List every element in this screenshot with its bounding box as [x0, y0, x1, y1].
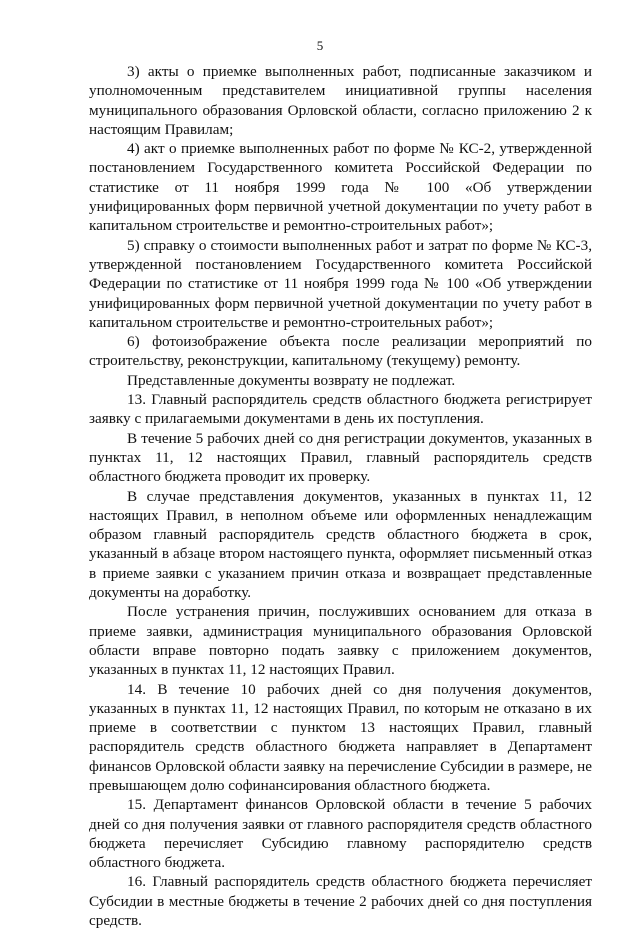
paragraph-resubmission: После устранения причин, послуживших основанием для отказа в приеме заявки, администрация муниципального образования Орловской области вправе повторно подать заявку с приложением документов, указанных в пунктах 11, 12 настоящих Правил. [89, 603, 592, 679]
page-number: 5 [316, 38, 324, 53]
paragraph-item-5-ks3: 5) справку о стоимости выполненных работ и затрат по форме № КС-3, утвержденной постановлением Государственного комитета Российской Федерации по статистике от 11 ноября 1999 года № 100 «Об утверждении унифицированных форм первичной учетной документации по учету работ в капитальном строительстве и ремонтно-строительных работ»; [89, 236, 592, 331]
document-body [89, 62, 592, 930]
paragraph-item-6-photo: 6) фотоизображение объекта после реализации мероприятий по строительству, реконструкции, капитальному (текущему) ремонту. [89, 333, 592, 370]
paragraph-clause-14: 14. В течение 10 рабочих дней со дня получения документов, указанных в пунктах 11, 12 настоящих Правил, по которым не отказано в их приеме в соответствии с пунктом 13 настоящих Правил, главный распорядитель средств областного бюджета направляет в Департамент финансов Орловской области заявку на перечисление Субсидии в размере, не превышающем долю софинансирования областного бюджета. [89, 680, 592, 794]
paragraph-clause-13: 13. Главный распорядитель средств областного бюджета регистрирует заявку с прилагаемыми документами в день их поступления. [89, 391, 592, 428]
paragraph-clause-15: 15. Департамент финансов Орловской области в течение 5 рабочих дней со дня получения заявки от главного распорядителя средств областного бюджета перечисляет Субсидию главному распорядителю средств областного бюджета. [89, 796, 592, 872]
paragraph-review-period: В течение 5 рабочих дней со дня регистрации документов, указанных в пунктах 11, 12 настоящих Правил, главный распорядитель средств областного бюджета проводит их проверку. [89, 429, 592, 486]
paragraph-item-3-acts: 3) акты о приемке выполненных работ, подписанные заказчиком и уполномоченным представителем инициативной группы населения муниципального образования Орловской области, согласно приложению 2 к настоящим Правилам; [89, 63, 592, 138]
paragraph-refusal: В случае представления документов, указанных в пунктах 11, 12 настоящих Правил, в неполном объеме или оформленных ненадлежащим образом главный распорядитель средств областного бюджета в срок, указанный в абзаце втором настоящего пункта, оформляет письменный отказ в приеме заявки с указанием причин отказа и возвращает представленные документы на доработку. [89, 487, 592, 602]
paragraph-clause-16: 16. Главный распорядитель средств областного бюджета перечисляет Субсидии в местные бюджеты в течение 2 рабочих дней со дня поступления средств. [89, 873, 592, 930]
paragraph-no-return: Представленные документы возврату не подлежат. [127, 371, 456, 389]
paragraph-item-4-ks2: 4) акт о приемке выполненных работ по форме № КС-2, утвержденной постановлением Государственного комитета Российской Федерации по статистике от 11 ноября 1999 года № 100 «Об утверждении унифицированных форм первичной учетной документации по учету работ в капитальном строительстве и ремонтно-строительных работ»; [89, 140, 592, 235]
